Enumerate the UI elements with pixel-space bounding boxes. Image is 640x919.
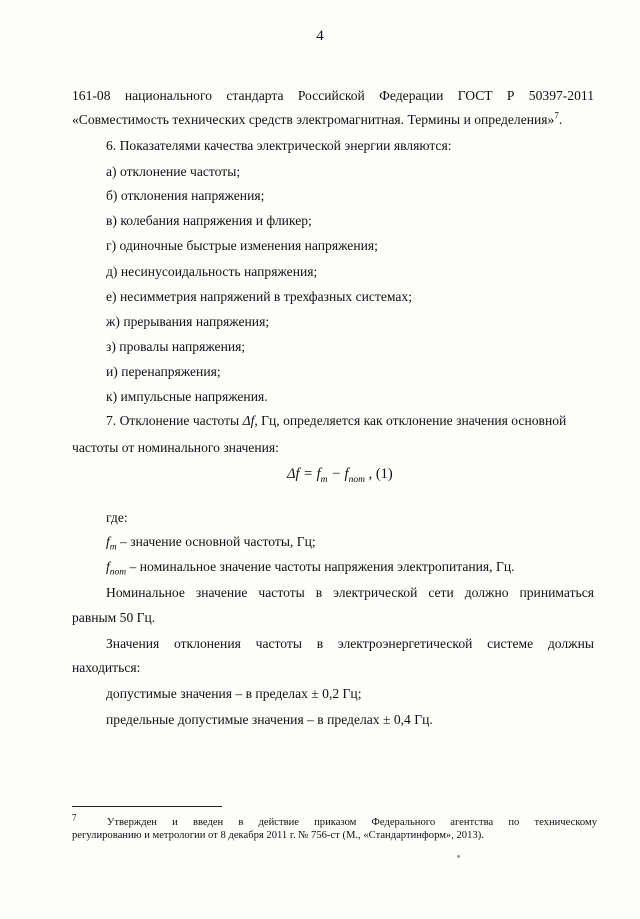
list-item: в) колебания напряжения и фликер; [106,213,312,228]
section-7-line-1 [106,413,566,429]
footnote-line-1-text: Утвержден и введен в действие приказом Федерального агентства по техническому [106,817,598,828]
list-item: д) несинусоидальность напряжения; [106,264,318,279]
section-7-text-a: 7. Отклонение частоты [106,413,243,428]
page-number: 4 [316,28,324,44]
formula-1 [287,466,393,485]
definition-f-nom-text: – номинальное значение частоты напряжения электропитания, Гц. [126,559,515,574]
f-sub-m: m [109,542,117,553]
limit-values: предельные допустимые значения – в пределах ± 0,4 Гц. [106,712,433,727]
formula-number: , (1) [364,466,393,482]
definition-f-m-text: – значение основной частоты, Гц; [116,534,316,549]
intro-line-2-text: «Совместимость технических средств электромагнитная. Термины и определения» [72,112,555,127]
deviation-line-2: находиться: [72,660,141,675]
permissible-values: допустимые значения – в пределах ± 0,2 Гц; [106,686,362,701]
deviation-line-1: Значения отклонения частоты в электроэнергетической системе должны [106,636,594,651]
list-item: к) импульсные напряжения. [106,389,268,404]
list-item: г) одиночные быстрые изменения напряжения; [106,238,378,253]
list-item: ж) прерывания напряжения; [106,314,270,329]
list-item: и) перенапряжения; [106,364,221,379]
section-6-heading: 6. Показателями качества электрической энергии являются: [106,138,452,153]
footnote-line-2: регулированию и метрологии от 8 декабря 2011 г. № 756-ст (М., «Стандартинформ», 2013). [72,830,484,841]
formula-minus: − f [327,466,349,482]
list-item: а) отклонение частоты; [106,164,241,179]
intro-line-1: 161-08 национального стандарта Российской Федерации ГОСТ Р 50397-2011 [72,88,594,103]
list-item: з) провалы напряжения; [106,339,246,354]
formula-sub-nom: nom [348,474,365,485]
footnote-reference: 7 [554,110,559,121]
f-sub-nom: nom [109,567,127,578]
list-item: б) отклонения напряжения; [106,188,265,203]
list-item: е) несимметрия напряжений в трехфазных системах; [106,289,413,304]
scan-speck [457,855,460,858]
nominal-line-2: равным 50 Гц. [72,610,156,625]
nominal-line-1: Номинальное значение частоты в электрической сети должно приниматься [106,585,594,600]
footnote-divider [72,806,222,807]
section-7-line-2: частоты от номинального значения: [72,440,279,455]
f-symbol: f [106,559,110,574]
footnote-mark: 7 [72,812,77,823]
footnote-line-1 [72,812,598,829]
formula-sub-m: m [320,474,328,485]
where-label: где: [106,510,128,525]
delta-f-symbol: Δf [242,413,255,428]
f-symbol: f [106,534,110,549]
definition-f-m [106,534,316,553]
definition-f-nom [106,559,515,578]
intro-line-2: «Совместимость технических средств электромагнитная. Термины и определения»$^7$. [72,110,563,127]
formula-lhs: Δf = f [287,466,321,482]
section-7-text-b: , Гц, определяется как отклонение значения основной [254,413,567,428]
